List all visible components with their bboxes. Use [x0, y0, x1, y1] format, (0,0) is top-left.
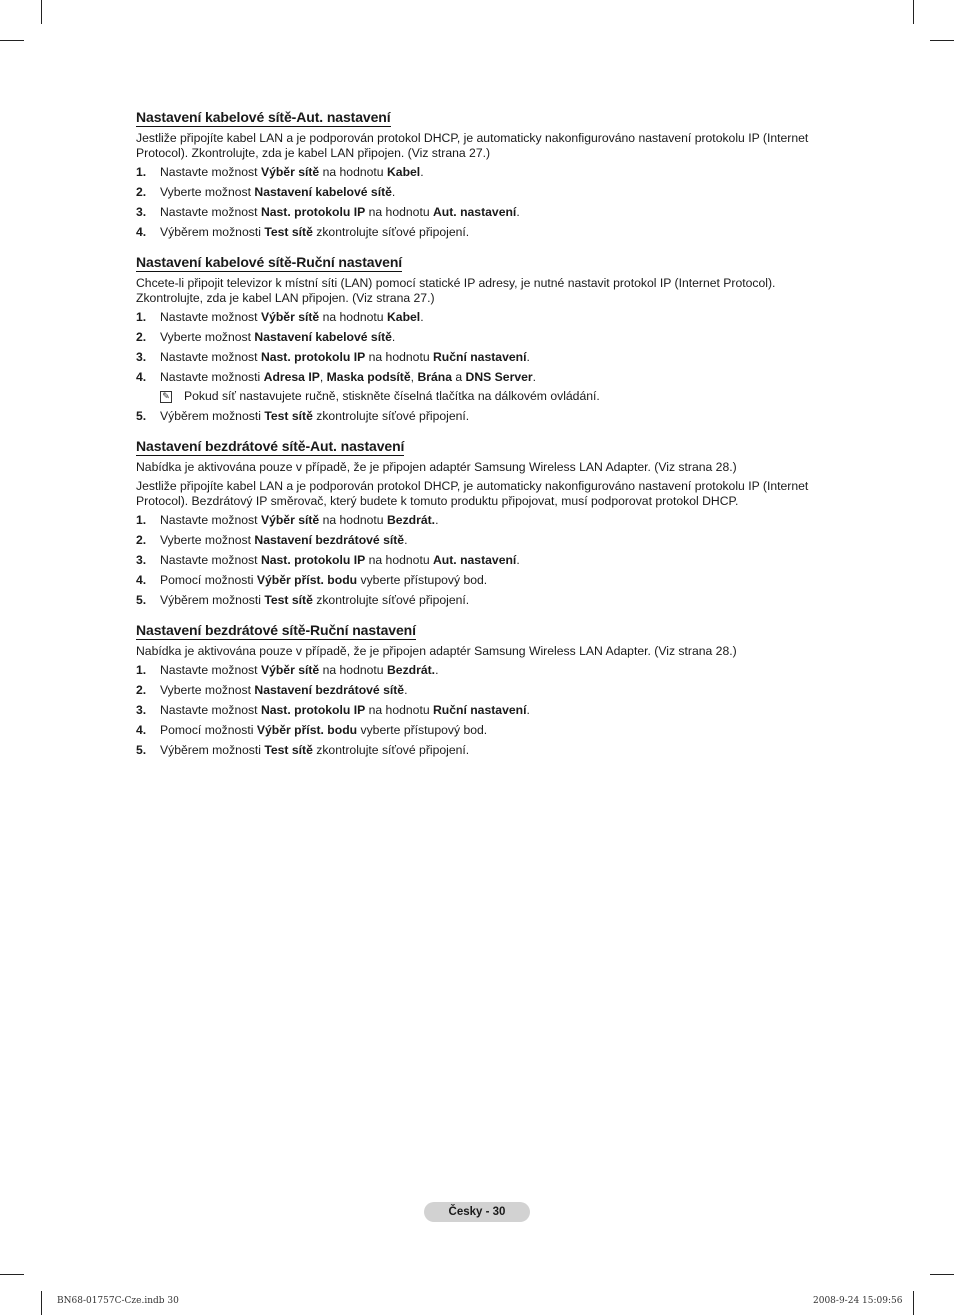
step-item	[136, 350, 826, 365]
step-text-run: .	[532, 370, 537, 384]
section-title: Nastavení bezdrátové sítě-Aut. nastavení	[136, 438, 405, 454]
step-text	[160, 703, 530, 718]
step-term: Test sítě	[264, 593, 313, 607]
step-text	[160, 743, 469, 758]
step-number: 5.	[136, 593, 147, 607]
step-item	[136, 409, 826, 424]
step-number: 4.	[136, 723, 147, 737]
crop-mark	[913, 1291, 914, 1315]
step-term: Nast. protokolu IP	[260, 350, 366, 364]
step-item	[136, 205, 826, 220]
step-text-run: na hodnotu	[319, 513, 387, 527]
section-paragraph: Nabídka je aktivována pouze v případě, že je připojen adaptér Samsung Wireless LAN Adapter. (Viz strana 28.)	[136, 460, 737, 474]
crop-mark	[930, 40, 954, 41]
step-term: Nastavení kabelové sítě	[254, 185, 392, 199]
step-text-run: .	[420, 310, 424, 324]
step-text-run: na hodnotu	[365, 553, 433, 567]
step-term: DNS Server	[465, 370, 533, 384]
section-paragraph: Jestliže připojíte kabel LAN a je podporován protokol DHCP, je automaticky nakonfigurováno nastavení protokolu IP (Internet Protocol). Bezdrátový IP směrovač, který budete k tomuto produktu připojovat, musí podporovat protokol DHCP.	[136, 479, 809, 508]
step-list	[136, 310, 826, 424]
step-text-run: Vyberte možnost	[160, 185, 255, 199]
step-term: Výběr příst. bodu	[256, 723, 358, 737]
step-text-run: Nastavte možnost	[160, 703, 261, 717]
step-number: 3.	[136, 205, 147, 219]
step-text-run: .	[526, 703, 530, 717]
step-term: Nast. protokolu IP	[260, 205, 366, 219]
step-term: Aut. nastavení	[433, 553, 517, 567]
step-text-run: Výběrem možnosti	[160, 743, 265, 757]
step-term: Nastavení kabelové sítě	[254, 330, 392, 344]
step-text-run: na hodnotu	[365, 350, 433, 364]
step-item	[136, 225, 826, 240]
step-text-run: Nastavte možnost	[160, 310, 261, 324]
step-text-run: Nastavte možnost	[160, 553, 261, 567]
step-item	[136, 185, 826, 200]
step-number: 2.	[136, 683, 147, 697]
step-text-run: .	[391, 185, 396, 199]
step-term: Brána	[417, 370, 452, 384]
step-list	[136, 165, 826, 240]
step-text	[160, 310, 424, 325]
step-number: 3.	[136, 703, 147, 717]
step-item	[136, 553, 826, 568]
section-title: Nastavení kabelové sítě-Aut. nastavení	[136, 109, 391, 125]
step-number: 5.	[136, 743, 147, 757]
step-text-run: .	[404, 533, 408, 547]
step-note	[160, 389, 826, 404]
step-number: 3.	[136, 350, 147, 364]
section	[136, 254, 826, 424]
step-text-run: zkontrolujte síťové připojení.	[312, 225, 470, 239]
step-text-run: Nastavte možnost	[160, 205, 261, 219]
step-item	[136, 330, 826, 345]
step-number: 1.	[136, 663, 147, 677]
step-term: Nastavení bezdrátové sítě	[254, 683, 405, 697]
crop-mark	[41, 0, 42, 24]
step-text-run: ,	[319, 370, 327, 384]
step-text-run: Pomocí možnosti	[160, 573, 257, 587]
crop-mark	[913, 0, 914, 24]
step-text-run: na hodnotu	[365, 703, 433, 717]
step-text-run: na hodnotu	[319, 165, 387, 179]
step-text-run: na hodnotu	[365, 205, 433, 219]
note-pencil-icon: ✎	[160, 391, 172, 403]
step-text	[160, 683, 407, 698]
step-item	[136, 743, 826, 758]
section	[136, 438, 826, 608]
footer-timestamp: 2008-9-24 15:09:56	[813, 1296, 903, 1306]
step-item	[136, 703, 826, 718]
step-text-run: Výběrem možnosti	[160, 225, 265, 239]
step-number: 1.	[136, 513, 147, 527]
step-text-run: Vyberte možnost	[160, 533, 255, 547]
section-paragraph: Nabídka je aktivována pouze v případě, že je připojen adaptér Samsung Wireless LAN Adapter. (Viz strana 28.)	[136, 644, 737, 658]
step-number: 1.	[136, 310, 147, 324]
crop-mark	[930, 1274, 954, 1275]
step-item	[136, 663, 826, 678]
step-text-run: zkontrolujte síťové připojení.	[312, 593, 470, 607]
step-text-run: .	[516, 205, 520, 219]
step-text	[160, 350, 530, 365]
step-number: 2.	[136, 533, 147, 547]
section	[136, 622, 826, 758]
step-term: Test sítě	[264, 743, 313, 757]
step-text-run: Nastavte možnost	[160, 663, 261, 677]
step-number: 5.	[136, 409, 147, 423]
step-text-run: Nastavte možnost	[160, 165, 261, 179]
section-title: Nastavení kabelové sítě-Ruční nastavení	[136, 254, 403, 270]
step-term: Aut. nastavení	[433, 205, 517, 219]
step-text-run: .	[435, 663, 439, 677]
step-term: Kabel	[386, 310, 421, 324]
crop-mark	[0, 40, 24, 41]
step-term: Test sítě	[264, 409, 313, 423]
step-term: Nast. protokolu IP	[260, 553, 366, 567]
step-item	[136, 370, 826, 385]
step-text-run: Výběrem možnosti	[160, 593, 265, 607]
section-paragraph: Jestliže připojíte kabel LAN a je podporován protokol DHCP, je automaticky nakonfigurováno nastavení protokolu IP (Internet Protocol). Zkontrolujte, zda je kabel LAN připojen. (Viz strana 27.)	[136, 131, 809, 160]
step-item	[136, 533, 826, 548]
step-term: Bezdrát.	[386, 513, 436, 527]
step-item	[136, 723, 826, 738]
step-term: Bezdrát.	[386, 663, 436, 677]
step-text-run: .	[420, 165, 424, 179]
step-text	[160, 553, 520, 568]
footer-file-name: BN68-01757C-Cze.indb 30	[57, 1296, 179, 1306]
step-text-run: ,	[410, 370, 418, 384]
step-term: Kabel	[386, 165, 421, 179]
step-number: 2.	[136, 330, 147, 344]
step-term: Výběr sítě	[260, 513, 320, 527]
step-number: 4.	[136, 370, 147, 384]
step-term: Maska podsítě	[326, 370, 411, 384]
step-term: Test sítě	[264, 225, 313, 239]
step-item	[136, 573, 826, 588]
step-number: 1.	[136, 165, 147, 179]
section	[136, 109, 826, 240]
step-text-run: Nastavte možnost	[160, 350, 261, 364]
step-term: Výběr sítě	[260, 165, 320, 179]
step-text-run: zkontrolujte síťové připojení.	[312, 409, 470, 423]
section-title: Nastavení bezdrátové sítě-Ruční nastavení	[136, 622, 416, 638]
step-list	[136, 513, 826, 608]
step-item	[136, 683, 826, 698]
note-text: Pokud síť nastavujete ručně, stiskněte číselná tlačítka na dálkovém ovládání.	[184, 389, 600, 403]
step-term: Výběr sítě	[260, 663, 320, 677]
step-text-run: .	[391, 330, 396, 344]
page-number-badge: Česky - 30	[424, 1202, 530, 1222]
step-term: Ruční nastavení	[433, 350, 527, 364]
step-text-run: a	[451, 370, 466, 384]
crop-mark	[41, 1291, 42, 1315]
step-text-run: vyberte přístupový bod.	[357, 723, 488, 737]
step-text	[160, 409, 469, 424]
step-text-run: Pomocí možnosti	[160, 723, 257, 737]
step-text-run: na hodnotu	[319, 310, 387, 324]
step-text	[160, 663, 438, 678]
step-number: 4.	[136, 225, 147, 239]
step-item	[136, 310, 826, 325]
crop-mark	[0, 1274, 24, 1275]
step-item	[136, 593, 826, 608]
step-number: 2.	[136, 185, 147, 199]
step-text	[160, 225, 469, 240]
step-text-run: na hodnotu	[319, 663, 387, 677]
step-list	[136, 663, 826, 758]
step-text-run: Výběrem možnosti	[160, 409, 265, 423]
section-paragraph: Chcete-li připojit televizor k místní síti (LAN) pomocí statické IP adresy, je nutné nastavit protokol IP (Internet Protocol). Zkontrolujte, zda je kabel LAN připojen. (Viz strana 27.)	[136, 276, 776, 305]
step-text-run: zkontrolujte síťové připojení.	[312, 743, 470, 757]
step-term: Nast. protokolu IP	[260, 703, 366, 717]
step-text	[160, 185, 395, 200]
step-text	[160, 573, 487, 588]
step-term: Ruční nastavení	[433, 703, 527, 717]
step-text-run: vyberte přístupový bod.	[357, 573, 488, 587]
step-term: Nastavení bezdrátové sítě	[254, 533, 405, 547]
step-term: Výběr sítě	[260, 310, 320, 324]
step-text-run: .	[516, 553, 520, 567]
step-term: Adresa IP	[263, 370, 320, 384]
step-text	[160, 513, 438, 528]
step-text	[160, 205, 520, 220]
step-text-run: Nastavte možnost	[160, 513, 261, 527]
step-text-run: Vyberte možnost	[160, 330, 255, 344]
step-text-run: Nastavte možnosti	[160, 370, 264, 384]
step-text-run: .	[526, 350, 530, 364]
step-text	[160, 593, 469, 608]
step-number: 4.	[136, 573, 147, 587]
step-text-run: .	[404, 683, 408, 697]
step-text-run: .	[435, 513, 439, 527]
manual-content	[136, 109, 826, 772]
step-text	[160, 723, 487, 738]
step-text	[160, 165, 424, 180]
step-item	[136, 513, 826, 528]
step-item	[136, 165, 826, 180]
step-text	[160, 330, 395, 345]
step-text	[160, 370, 536, 385]
step-term: Výběr příst. bodu	[256, 573, 358, 587]
step-number: 3.	[136, 553, 147, 567]
step-text-run: Vyberte možnost	[160, 683, 255, 697]
step-text	[160, 533, 407, 548]
